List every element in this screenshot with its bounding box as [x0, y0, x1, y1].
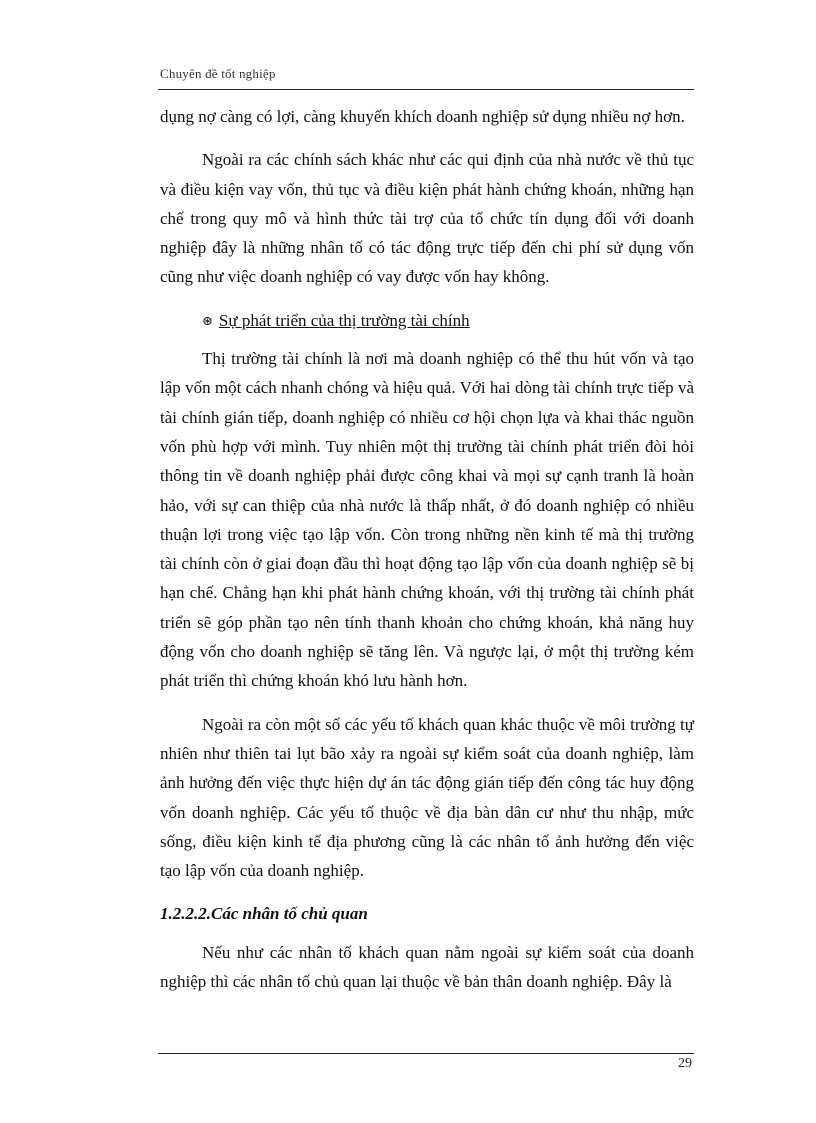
page-number: 29	[678, 1056, 692, 1071]
subheading-text: Sự phát triển của thị trường tài chính	[218, 310, 470, 330]
running-header: Chuyên đề tốt nghiệp	[160, 66, 276, 81]
paragraph-continuation: dụng nợ càng có lợi, càng khuyến khích doanh nghiệp sử dụng nhiều nợ hơn.	[160, 107, 685, 126]
header-rule	[158, 89, 694, 90]
paragraph-subjective-factors: Nếu như các nhân tố khách quan nằm ngoài sự kiểm soát của doanh nghiệp thì các nhân tố chủ quan lại thuộc về bản thân doanh nghiệp. Đây là	[160, 942, 694, 992]
subheading-financial-market	[160, 306, 694, 335]
section-heading: 1.2.2.2.Các nhân tố chủ quan	[160, 904, 368, 924]
page-body	[160, 102, 694, 1010]
paragraph-objective-factors: Ngoài ra còn một số các yếu tố khách quan khác thuộc về môi trường tự nhiên như thiên tai lụt bão xảy ra ngoài sự kiểm soát của doanh nghiệp, làm ảnh hưởng đến việc thực hiện dự án tác động gián tiếp đến công tác huy động vốn doanh nghiệp. Các yếu tố thuộc về địa bàn dân cư như thu nhập, mức sống, điều kiện kinh tế địa phương cũng là các nhân tố ảnh hưởng đến việc tạo lập vốn của doanh nghiệp.	[160, 714, 694, 881]
paragraph-policies: Ngoài ra các chính sách khác như các qui định của nhà nước về thủ tục và điều kiện vay vốn, thủ tục và điều kiện phát hành chứng khoán, những hạn chế trong quy mô và hình thức tài trợ của tổ chức tín dụng đối với doanh nghiệp đây là những nhân tố có tác động trực tiếp đến chi phí sử dụng vốn cũng như việc doanh nghiệp có vay được vốn hay không.	[160, 150, 694, 287]
paragraph-financial-market: Thị trường tài chính là nơi mà doanh nghiệp có thể thu hút vốn và tạo lập vốn một cách nhanh chóng và hiệu quả. Với hai dòng tài chính trực tiếp và tài chính gián tiếp, doanh nghiệp có nhiều cơ hội chọn lựa và khai thác nguồn vốn phù hợp với mình. Tuy nhiên một thị trường tài chính phát triển đòi hỏi thông tin về doanh nghiệp phải được công khai và mọi sự cạnh tranh là hoàn hảo, với sự can thiệp của nhà nước là thấp nhất, ở đó doanh nghiệp có nhiều thuận lợi trong việc tạo lập vốn. Còn trong những nền kinh tế mà thị trường tài chính còn ở giai đoạn đầu thì hoạt động tạo lập vốn của doanh nghiệp sẽ bị hạn chế. Chẳng hạn khi phát hành chứng khoán, với thị trường tài chính phát triển sẽ góp phần tạo nên tính thanh khoản cho chứng khoán, khả năng huy động vốn cho doanh nghiệp sẽ tăng lên. Và ngược lại, ở một thị trường kém phát triển thì chứng khoán khó lưu hành hơn.	[160, 349, 694, 691]
bullet-icon: ⊛	[202, 312, 213, 328]
footer-rule	[158, 1053, 694, 1054]
